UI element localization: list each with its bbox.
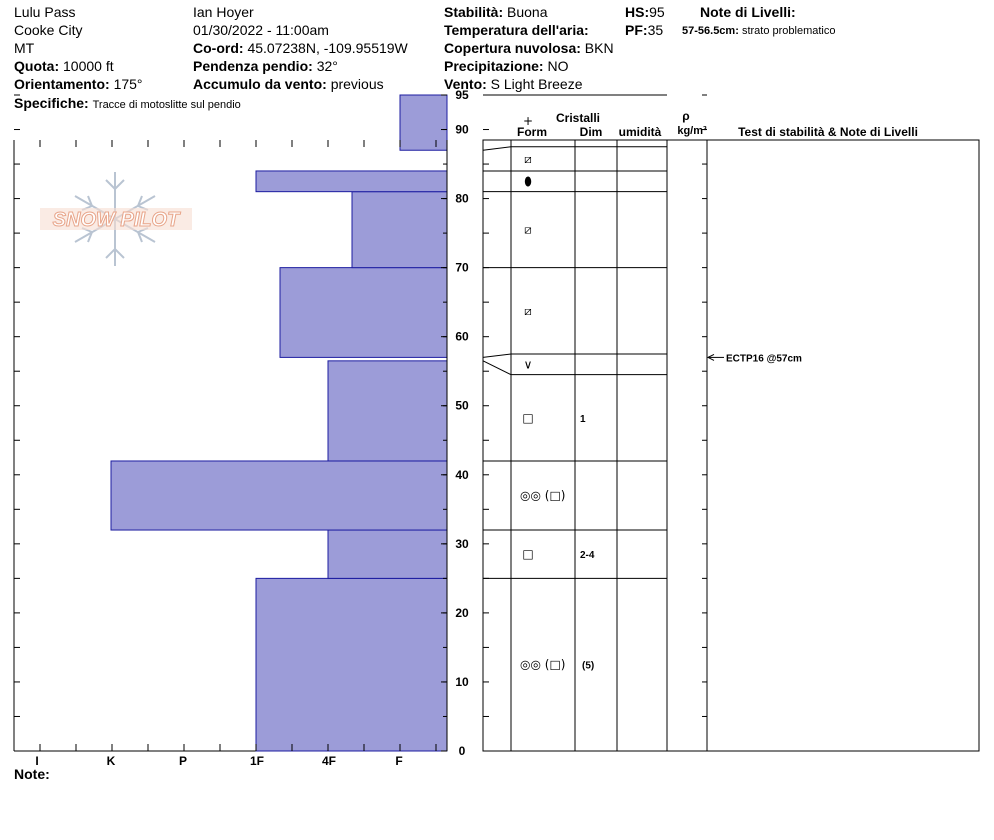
wind-loading-label: Accumulo da vento: (193, 76, 327, 92)
state: MT (14, 40, 35, 56)
crystal-form: ⬮ (524, 174, 532, 189)
crystal-form: ⧄ (524, 222, 532, 237)
hardness-bar (328, 530, 447, 578)
layer-note-range: 57-56.5cm: (682, 25, 739, 37)
pf-value: 35 (647, 22, 664, 38)
depth-tick-label: 10 (455, 674, 469, 689)
layer-notes-title: Note di Livelli: (700, 4, 796, 20)
crystal-size: (5) (582, 660, 595, 672)
hardness-tick-label: 1F (249, 754, 265, 768)
specifics-label: Specifiche: (14, 95, 89, 111)
hardness-tick-label: K (106, 754, 116, 768)
aspect-value: 175° (113, 76, 143, 92)
depth-tick-label: 95 (455, 88, 469, 102)
hardness-bar (400, 95, 447, 150)
hardness-bars (111, 95, 447, 751)
hardness-bar (111, 461, 447, 530)
city: Cooke City (14, 22, 83, 38)
logo-text: SNOW PILOT (52, 209, 180, 231)
moisture-header: umidità (618, 125, 662, 139)
form-header: Form (517, 125, 547, 139)
right-ticks (483, 95, 707, 751)
crystal-form: □ (522, 410, 534, 425)
crystal-form: ◎◎ (□) (520, 657, 566, 672)
notes-label: Note: (14, 766, 50, 782)
tests-header: Test di stabilità & Note di Livelli (738, 125, 918, 139)
wind-loading-value: previous (330, 76, 384, 92)
hardness-bar (256, 578, 447, 751)
snowpilot-logo (40, 172, 192, 266)
size-header: Dim (579, 125, 603, 139)
crystal-size: 2-4 (580, 550, 595, 562)
coords-label: Co-ord: (193, 40, 244, 56)
slope-value: 32° (316, 58, 338, 74)
density-symbol: ρ (682, 109, 690, 123)
crystal-form: □ (522, 547, 534, 562)
hardness-bar (352, 192, 447, 268)
crystal-form: ⧄ (524, 151, 532, 166)
crystal-size: 1 (580, 413, 586, 425)
stability-value: Buona (507, 4, 548, 20)
stability-tests (708, 353, 802, 364)
hardness-bar (280, 268, 447, 358)
test-label: ECTP16 @57cm (726, 353, 802, 365)
wind-label: Vento: (444, 76, 487, 92)
hardness-tick-label: P (178, 754, 188, 768)
hs-value: 95 (649, 4, 665, 20)
depth-tick-label: 70 (455, 260, 469, 275)
hardness-axis (35, 754, 402, 768)
hardness-bar (328, 361, 447, 461)
wind-value: S Light Breeze (490, 76, 583, 92)
crystals-header: Cristalli (555, 111, 601, 125)
hardness-tick-label: F (395, 754, 403, 768)
aspect-label: Orientamento: (14, 76, 110, 92)
depth-tick-label: 80 (455, 191, 469, 206)
layer-note-text: strato problematico (741, 25, 836, 37)
elevation-value: 10000 ft (63, 58, 114, 74)
depth-connector (483, 361, 511, 375)
depth-tick-label: 40 (455, 467, 469, 482)
slope-label: Pendenza pendio: (193, 58, 313, 74)
hardness-tick-label: 4F (321, 754, 337, 768)
hs-label: HS: (625, 4, 650, 20)
depth-tick-label: 0 (458, 744, 466, 758)
hardness-bar (256, 171, 447, 192)
precip-value: NO (547, 58, 569, 74)
crystal-form: + (522, 113, 534, 128)
hardness-tick-label: I (35, 754, 39, 768)
crystal-form: ⧄ (524, 303, 532, 318)
depth-tick-label: 50 (455, 398, 469, 413)
crystal-form: ◎◎ (□) (520, 488, 566, 503)
depth-tick-label: 90 (455, 122, 469, 137)
cloud-label: Copertura nuvolosa: (444, 40, 581, 56)
elevation-label: Quota: (14, 58, 60, 74)
observer: Ian Hoyer (193, 4, 254, 20)
depth-tick-label: 60 (455, 329, 469, 344)
depth-connector (483, 354, 511, 357)
datetime: 01/30/2022 - 11:00am (193, 22, 329, 38)
stability-label: Stabilità: (444, 4, 504, 20)
crystal-form: ∨ (523, 357, 533, 372)
coords-value: 45.07238N, -109.95519W (247, 40, 408, 56)
air-temp-label: Temperatura dell'aria: (444, 22, 589, 38)
location: Lulu Pass (14, 4, 76, 20)
cloud-value: BKN (584, 40, 614, 56)
pf-label: PF: (625, 22, 648, 38)
density-unit: kg/m³ (677, 125, 707, 137)
precip-label: Precipitazione: (444, 58, 544, 74)
depth-connector (483, 147, 511, 150)
depth-tick-label: 30 (455, 536, 469, 551)
specifics-value: Tracce di motoslitte sul pendio (92, 99, 241, 111)
depth-tick-label: 20 (455, 605, 469, 620)
